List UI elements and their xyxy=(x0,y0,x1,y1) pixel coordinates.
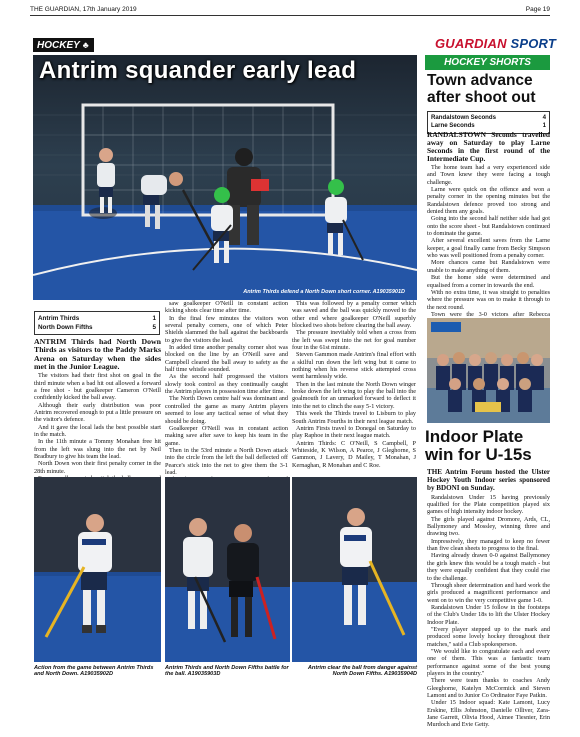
action-photo-3 xyxy=(292,477,417,662)
sidebar-article: RANDALSTOWN Seconds travelled away on Saturday to play Larne Seconds in the first round of the Intermediate Cup. The home team had a very experienced side and Town knew they were facing a tough challenge. Larne were quick on the offence and won a penalty corner in the opening minutes but the Randalstown defence proved too strong and denied them any goals. Going into the second half neither side had got onto the score sheet - but Randalstown continued to dominate the game. After several excellent saves from the Larne keeper, a goal finally came from Becky Simpson who was well positioned from a penalty corner. More chances came but Randalstown were unable to make anything of them. But the home side were determined and equalised from a corner in towards the end. With no extra time, it was straight to penalties where the pressure was on to make it through to the next round. Town were the 3-0 victors after Rebecca xyxy=(427,130,550,318)
sidebar-lead: RANDALSTOWN Seconds travelled away on Saturday to play Larne Seconds in the first round of the Intermediate Cup. xyxy=(427,130,550,163)
hockey-shorts-banner: HOCKEY SHORTS xyxy=(425,55,550,70)
main-photo-caption: Antrim Thirds defend a North Down short corner. A19035901D xyxy=(243,289,405,295)
page-number: Page 19 xyxy=(525,6,550,13)
guardian-sport-logo: GUARDIAN SPORT xyxy=(435,36,557,51)
running-header xyxy=(30,4,550,16)
photo-caption-1: Action from the game between Antrim Thirds and North Down. A19035902D xyxy=(34,665,154,678)
team-photo xyxy=(427,318,550,423)
section-tag: HOCKEY ♣ xyxy=(33,38,94,52)
article-column-1: ANTRIM Thirds had North Down Thirds as visitors to the Paddy Marks Arena on Saturday when the sides met in the Junior League. The visitors had their first shot on goal in the third minute when a bad hit out allowed a forward a free shot - but goalkeeper Cameron O'Neill confidently kicked the ball away. Although their early distribution was poor Antrim recovered enough to put a little pressure on the visitor's defence. And it gave the local lads the best possible start in the match. In the 11th minute a Tommy Monahan free hit from the left was slung into the net by Neil Bradbury to give his team the lead. North Down won their first penalty corner in the 28th minute. xyxy=(34,337,161,475)
photo-caption-3: Antrim clear the ball from danger against North Down Fifths. A19035904D xyxy=(307,665,417,678)
action-photo-1 xyxy=(34,477,161,662)
main-photo xyxy=(33,55,417,300)
publication-date: THE GUARDIAN, 17th January 2019 xyxy=(30,6,137,13)
main-headline: Antrim squander early lead xyxy=(39,57,357,84)
main-scorebox xyxy=(34,311,160,335)
hockey-stick-icon: ♣ xyxy=(82,40,89,50)
indoor-lead: THE Antrim Forum hosted the Ulster Hockey Youth Indoor series sponsored by BDONI on Sunday. xyxy=(427,468,550,492)
score-row-home: Antrim Thirds 1 xyxy=(38,315,156,322)
sidebar-headline: Town advance after shoot out xyxy=(427,72,536,106)
indoor-article: THE Antrim Forum hosted the Ulster Hockey Youth Indoor series sponsored by BDONI on Sunday. Randalstown Under 15 having previously qualified for the Plate competition played six games of high intensity indoor hockey. The girls played against Dromore, Ards, CL, Ballymoney and Mossley, winning three and drawing two. Impressively, they managed to keep no fewer than five clean sheets to progress to the final. Having already drawn 0-0 against Ballymoney the girls knew this would be a tough match - but they were equally confident that they could rise to the challenge. Through sheer determination and hard work the girls produced a magnificent performance and went on to win the very competitive game 1-0. Randalstown Under 15 follow in the footsteps of the Club's Under 18s to lift the Ulster Hockey Indoor Plate. "Every player stepped up to the mark and produced some lovely hockey throughout their matches," said a Club spokesperson. "We would like to congratulate each and every one of them. This was a fantastic team performance against some of the best young players in the country." There were team thanks to coaches Andy Gleeghorne, Katelyn McCormick and Steven Lamont and to Junior Co Ordinator Faye Patkin. Under 15 Indoor squad: Kate Lamont, Lucy Erskine, Ellis Johnston, Danielle Olliver, Zara-Jane Garrett, Olivia Hood, Aimee Tiesnier, Erin Murdoch and Evie Getty. xyxy=(427,468,550,729)
action-photo-2 xyxy=(165,477,290,662)
score-row-away: Larne Seconds 1 xyxy=(431,122,546,130)
indoor-headline: Indoor Plate win for U-15s xyxy=(425,427,532,464)
article-column-3: This was followed by a penalty corner which was saved and the ball was quickly moved to the other end where goalkeeper O'Neill superbly blocked two shots before clearing the ball away. The pressure inevitably told when a cross from the left was swept into the net for goal number four in the 61st minute. Steven Gammon made Antrim's final effort with a skilful run down the left wing but it came to nothing when his reverse stick attempted cross went harmlessly wide. Then in the last minute the North Down winger broke down the left wing to play the ball into the goalmouth for an unmarked forward to deflect it into the net to clinch the easy 5-1 victory. This week the Thirds travel to Lisburn to play South Antrim Fourths in their next league match. Antrim Firsts travel to Donegal on Saturday to play Raphoe in their next league match. Antrim Thirds: C O'Neill, S Campbell, P Whiteside, K Wilson, A Pearce, J Gleghorne, S Gammon, J Lavery, D Mailey, T Monahan, J Kernaghan, R Monahan and C Roe. xyxy=(292,300,416,469)
article-column-2: saw goalkeeper O'Neill in constant action kicking shots clear time after time. In the final few minutes the visitors won several penalty corners, one of which Peter Shields slammed the ball against the backboards to give the visitors the lead. In added time another penalty corner shot was blocked on the line by an O'Neill save and Campbell cleared the ball away to safety as the half time whistle sounded. As the second half progressed the visitors slowly took control as they continually caught the Antrim players in possession time after time. The North Down centre half was dominant and controlled the game as many Antrim players seemed to lose any tactical sense of what they should be doing. Goalkeeper O'Neill was in constant action making save after save to keep his team in the game. Then in the 53rd minute a North Down attack into the circle from the left the ball deflected off Pearce's stick into the net to give them the 3-1 lead. xyxy=(165,300,288,476)
article-lead: ANTRIM Thirds had North Down Thirds as visitors to the Paddy Marks Arena on Saturday when the sides met in the Junior League. xyxy=(34,337,161,371)
photo-caption-2: Antrim Thirds and North Down Fifths battle for the ball. A19035903D xyxy=(165,665,289,678)
hockey-match-photo xyxy=(33,55,417,300)
score-row-away: North Down Fifths 5 xyxy=(38,324,156,331)
score-row-home: Randalstown Seconds 4 xyxy=(431,114,546,121)
